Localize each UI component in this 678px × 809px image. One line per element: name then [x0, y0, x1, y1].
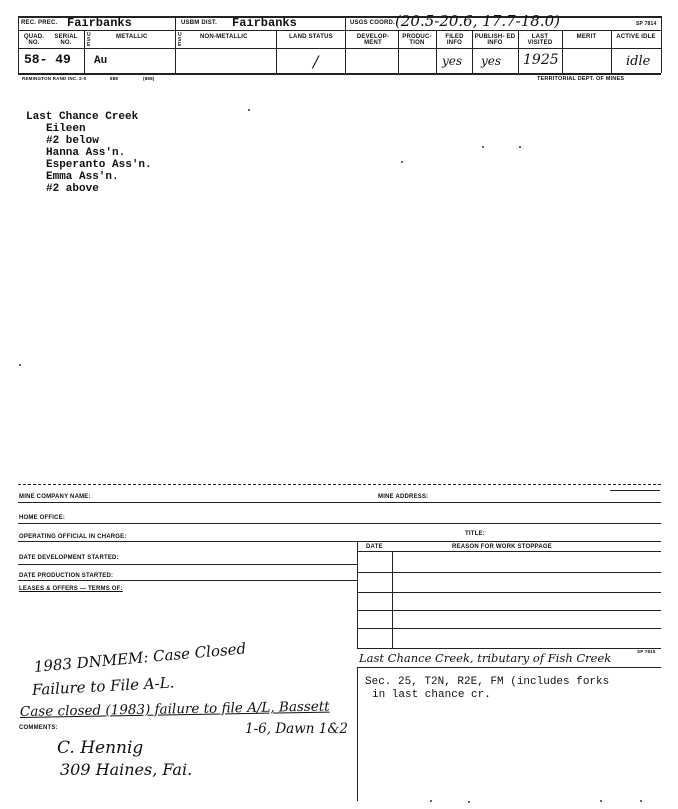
col-development: DEVELOP- MENT	[356, 34, 390, 46]
last-visited-value: 1925	[523, 52, 559, 68]
col-serial-no: SERIAL NO.	[54, 34, 78, 46]
rec-prec-label: REC. PREC.	[21, 20, 58, 26]
date-development-started-label: DATE DEVELOPMENT STARTED:	[19, 555, 119, 561]
col-production: PRODUC- TION	[402, 34, 432, 46]
land-status-value: /	[313, 52, 319, 71]
col-metallic: METALLIC	[116, 34, 148, 40]
scan-speck	[600, 800, 602, 802]
col-quad-no: QUAD. NO.	[23, 34, 45, 46]
comments-label: COMMENTS:	[19, 725, 58, 731]
header-rule-2	[18, 48, 661, 49]
form-code-bottom: SP 7815	[637, 649, 656, 654]
col-use-nonmetallic: U S E	[178, 32, 182, 48]
handwritten-note: Case closed (1983) failure to file A/L, Bassett	[19, 698, 330, 720]
usbm-dist-value: Fairbanks	[232, 16, 297, 30]
tear-line	[18, 484, 661, 485]
title-label: TITLE:	[465, 531, 485, 537]
usgs-coord-value: (20.5-20.6, 17.7-18.0)	[395, 12, 560, 30]
printer-mark-2: (888)	[143, 76, 155, 81]
reason-col-label: REASON FOR WORK STOPPAGE	[452, 544, 552, 550]
claims-line: #2 below	[46, 135, 99, 147]
date-production-started-label: DATE PRODUCTION STARTED:	[19, 573, 114, 579]
location-handwritten: Last Chance Creek, tributary of Fish Creek	[359, 651, 612, 665]
col-land-status: LAND STATUS	[289, 34, 333, 40]
usgs-coord-label: USGS COORD.	[350, 20, 395, 26]
claims-line: Esperanto Ass'n.	[46, 159, 152, 171]
col-use-metallic: U S E	[87, 32, 91, 48]
location-typed-line-1: Sec. 25, T2N, R2E, FM (includes forks	[365, 676, 610, 688]
printer-note: REMINGTON RAND INC. 2-0	[22, 76, 87, 81]
scan-speck	[468, 801, 470, 803]
metallic-value: Au	[94, 55, 108, 67]
col-published-info: PUBLISH- ED INFO	[474, 34, 516, 46]
claims-line: Eileen	[46, 123, 86, 135]
scan-speck	[401, 161, 403, 163]
handwritten-note: 1983 DNMEM: Case Closed	[33, 639, 247, 676]
date-col-label: DATE	[366, 544, 383, 550]
rec-prec-value: Fairbanks	[67, 16, 132, 30]
dept-label: TERRITORIAL DEPT. OF MINES	[537, 76, 625, 82]
col-active-idle: ACTIVE IDLE	[616, 34, 656, 40]
scan-speck	[248, 109, 250, 111]
handwritten-note: Failure to File A-L.	[31, 673, 175, 699]
mine-company-name-label: MINE COMPANY NAME:	[19, 494, 91, 500]
home-office-label: HOME OFFICE:	[19, 515, 66, 521]
scan-speck	[519, 146, 521, 148]
operating-official-label: OPERATING OFFICIAL IN CHARGE:	[19, 534, 127, 540]
header-rule-bottom	[18, 73, 661, 75]
scan-speck	[640, 800, 642, 802]
scan-speck	[19, 364, 21, 366]
header-rule-1	[18, 30, 661, 31]
scan-speck	[430, 800, 432, 802]
col-merit: MERIT	[576, 34, 597, 40]
col-last-visited: LAST VISITED	[527, 34, 553, 46]
handwritten-note: 309 Haines, Fai.	[60, 760, 193, 779]
published-info-value: yes	[481, 54, 502, 68]
mine-address-label: MINE ADDRESS:	[378, 494, 429, 500]
col-filed-info: FILED INFO	[445, 34, 464, 46]
quad-serial-value: 58- 49	[24, 52, 71, 67]
printer-mark-1: 888	[110, 76, 119, 81]
claims-line: Emma Ass'n.	[46, 171, 119, 183]
leases-offers-label: LEASES & OFFERS — TERMS OF:	[19, 586, 123, 592]
col-non-metallic: NON-METALLIC	[200, 34, 248, 40]
claims-line: #2 above	[46, 183, 99, 195]
form-code-top: SP 7814	[636, 21, 657, 27]
location-typed-line-2: in last chance cr.	[372, 689, 491, 701]
handwritten-note: C. Hennig	[57, 738, 144, 758]
claims-line: Last Chance Creek	[26, 111, 139, 123]
handwritten-note: 1-6, Dawn 1&2	[245, 721, 348, 737]
claims-line: Hanna Ass'n.	[46, 147, 126, 159]
filed-info-value: yes	[442, 54, 463, 68]
usbm-dist-label: USBM DIST.	[181, 20, 218, 26]
scan-speck	[482, 146, 484, 148]
active-idle-value: idle	[626, 54, 651, 69]
